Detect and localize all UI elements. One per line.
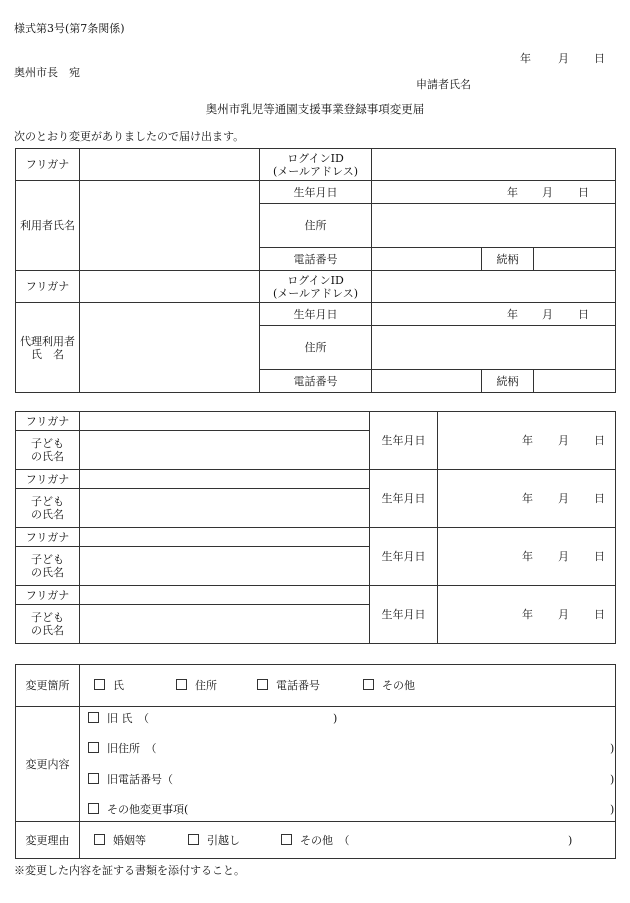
child-furigana-label: フリガナ xyxy=(16,412,80,431)
checkbox-icon xyxy=(363,679,374,690)
child-birth-label: 生年月日 xyxy=(370,586,438,644)
user-table xyxy=(15,148,616,393)
reason-other-close: ) xyxy=(568,834,573,847)
place-option-name[interactable]: 氏 xyxy=(94,679,124,692)
proxy-phone-field[interactable] xyxy=(372,370,482,393)
user-phone-label: 電話番号 xyxy=(260,248,372,271)
child-furigana-field[interactable] xyxy=(80,586,370,605)
child-name-field[interactable] xyxy=(80,547,370,586)
proxy-relation-label: 続柄 xyxy=(482,370,534,393)
content-old-phone-close: ) xyxy=(610,773,615,786)
reason-marriage[interactable]: 婚姻等 xyxy=(94,834,146,847)
user-name-field[interactable] xyxy=(80,181,260,271)
children-table xyxy=(15,411,616,644)
attachment-note: ※変更した内容を証する書類を添付すること。 xyxy=(14,864,245,877)
content-old-phone[interactable]: 旧電話番号（ xyxy=(88,773,173,786)
proxy-login-id-label: ログインID (メールアドレス) xyxy=(260,271,372,303)
child-furigana-field[interactable] xyxy=(80,470,370,489)
child-name-label: 子ども の氏名 xyxy=(16,489,80,528)
place-option-other[interactable]: その他 xyxy=(363,679,415,692)
content-old-address[interactable]: 旧住所 （ xyxy=(88,742,157,755)
child-name-field[interactable] xyxy=(80,489,370,528)
date-day: 日 xyxy=(594,52,605,65)
proxy-birth-label: 生年月日 xyxy=(260,303,372,326)
change-reason-options xyxy=(80,822,616,859)
proxy-login-field[interactable] xyxy=(372,271,616,303)
child-name-label: 子ども の氏名 xyxy=(16,431,80,470)
user-login-field[interactable] xyxy=(372,149,616,181)
proxy-phone-label: 電話番号 xyxy=(260,370,372,393)
change-place-label: 変更箇所 xyxy=(16,665,80,707)
child-birth-label: 生年月日 xyxy=(370,412,438,470)
child-birth-field[interactable]: 年 月 日 xyxy=(438,412,616,470)
checkbox-icon xyxy=(94,679,105,690)
checkbox-icon xyxy=(88,773,99,784)
checkbox-icon xyxy=(281,834,292,845)
user-address-field[interactable] xyxy=(372,204,616,248)
proxy-relation-field[interactable] xyxy=(534,370,616,393)
form-number: 様式第3号(第7条関係) xyxy=(14,22,125,35)
checkbox-icon xyxy=(94,834,105,845)
child-name-label: 子ども の氏名 xyxy=(16,547,80,586)
change-reason-label: 変更理由 xyxy=(16,822,80,859)
checkbox-icon xyxy=(88,712,99,723)
applicant-name-label: 申請者氏名 xyxy=(416,78,471,91)
checkbox-icon xyxy=(188,834,199,845)
child-furigana-field[interactable] xyxy=(80,528,370,547)
proxy-address-label: 住所 xyxy=(260,326,372,370)
lead-text: 次のとおり変更がありましたので届け出ます。 xyxy=(14,130,245,143)
child-furigana-label: フリガナ xyxy=(16,470,80,489)
content-old-address-close: ) xyxy=(610,742,615,755)
user-relation-label: 続柄 xyxy=(482,248,534,271)
user-relation-field[interactable] xyxy=(534,248,616,271)
user-birth-label: 生年月日 xyxy=(260,181,372,204)
change-content-label: 変更内容 xyxy=(16,707,80,822)
content-other-close: ) xyxy=(610,803,615,816)
child-birth-field[interactable]: 年 月 日 xyxy=(438,470,616,528)
reason-other[interactable]: その他 （ xyxy=(281,834,350,847)
date-month: 月 xyxy=(558,52,569,65)
proxy-furigana-field[interactable] xyxy=(80,271,260,303)
user-furigana-field[interactable] xyxy=(80,149,260,181)
child-furigana-label: フリガナ xyxy=(16,586,80,605)
child-birth-field[interactable]: 年 月 日 xyxy=(438,586,616,644)
proxy-furigana-label: フリガナ xyxy=(16,271,80,303)
change-content-items xyxy=(80,707,616,822)
page-title: 奥州市乳児等通園支援事業登録事項変更届 xyxy=(205,102,425,116)
content-other[interactable]: その他変更事項( xyxy=(88,803,188,816)
change-place-options xyxy=(80,665,616,707)
checkbox-icon xyxy=(88,803,99,814)
proxy-birth-field[interactable]: 年 月 日 xyxy=(372,303,616,326)
date-year: 年 xyxy=(520,52,531,65)
child-furigana-label: フリガナ xyxy=(16,528,80,547)
user-phone-field[interactable] xyxy=(372,248,482,271)
place-option-phone[interactable]: 電話番号 xyxy=(257,679,320,692)
proxy-address-field[interactable] xyxy=(372,326,616,370)
proxy-name-label: 代理利用者 氏 名 xyxy=(16,303,80,393)
checkbox-icon xyxy=(88,742,99,753)
content-old-name-close: ) xyxy=(333,712,338,725)
login-id-label: ログインID (メールアドレス) xyxy=(260,149,372,181)
user-address-label: 住所 xyxy=(260,204,372,248)
child-name-field[interactable] xyxy=(80,605,370,644)
checkbox-icon xyxy=(257,679,268,690)
proxy-name-field[interactable] xyxy=(80,303,260,393)
content-old-name[interactable]: 旧 氏 （ xyxy=(88,712,149,725)
user-name-label: 利用者氏名 xyxy=(16,181,80,271)
place-option-address[interactable]: 住所 xyxy=(176,679,217,692)
changes-table xyxy=(15,664,616,859)
checkbox-icon xyxy=(176,679,187,690)
user-furigana-label: フリガナ xyxy=(16,149,80,181)
child-birth-field[interactable]: 年 月 日 xyxy=(438,528,616,586)
reason-moving[interactable]: 引越し xyxy=(188,834,240,847)
addressee: 奥州市長 宛 xyxy=(14,66,80,79)
child-birth-label: 生年月日 xyxy=(370,528,438,586)
user-birth-field[interactable]: 年 月 日 xyxy=(372,181,616,204)
child-birth-label: 生年月日 xyxy=(370,470,438,528)
child-name-label: 子ども の氏名 xyxy=(16,605,80,644)
child-furigana-field[interactable] xyxy=(80,412,370,431)
child-name-field[interactable] xyxy=(80,431,370,470)
